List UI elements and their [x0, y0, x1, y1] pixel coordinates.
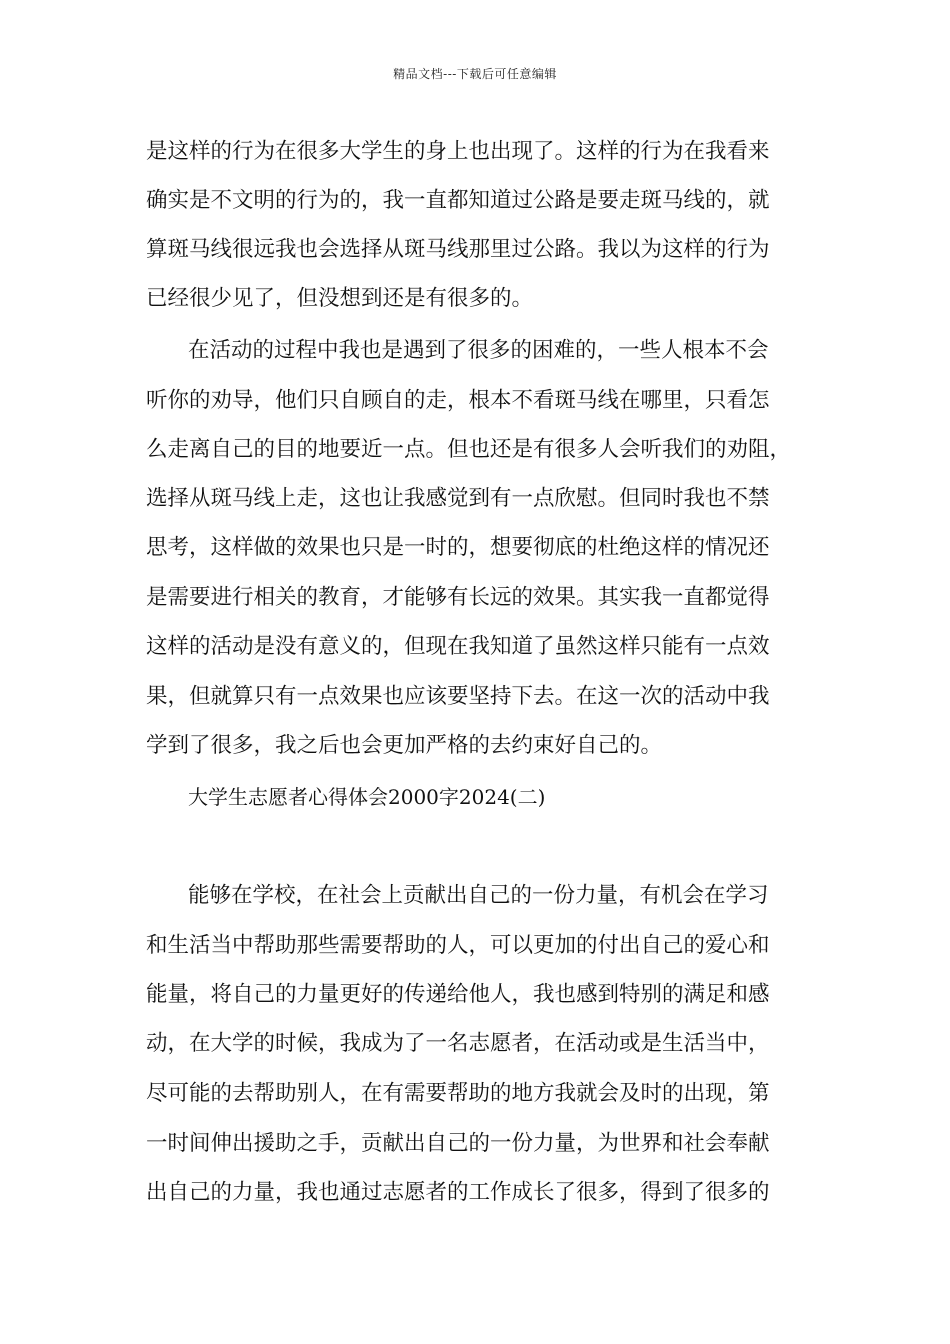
paragraph-1-line: 确实是不文明的行为的，我一直都知道过公路是要走斑马线的，就 [146, 188, 770, 213]
paragraph-2-line: 么走离自己的目的地要近一点。但也还是有很多人会听我们的劝阻， [146, 437, 792, 462]
paragraph-3-line: 出自己的力量，我也通过志愿者的工作成长了很多，得到了很多的 [146, 1180, 770, 1205]
paragraph-2-line: 果，但就算只有一点效果也应该要坚持下去。在这一次的活动中我 [146, 684, 770, 709]
paragraph-3-line: 一时间伸出援助之手，贡献出自己的一份力量，为世界和社会奉献 [146, 1131, 770, 1156]
paragraph-2-line: 思考，这样做的效果也只是一时的，想要彻底的杜绝这样的情况还 [146, 535, 770, 560]
paragraph-3-line: 能量，将自己的力量更好的传递给他人，我也感到特别的满足和感 [146, 982, 770, 1007]
paragraph-2-line: 学到了很多，我之后也会更加严格的去约束好自己的。 [146, 733, 663, 758]
paragraph-2-line: 选择从斑马线上走，这也让我感觉到有一点欣慰。但同时我也不禁 [146, 486, 770, 511]
paragraph-2-line: 是需要进行相关的教育，才能够有长远的效果。其实我一直都觉得 [146, 585, 770, 610]
section-title: 大学生志愿者心得体会2000字2024(二) [188, 785, 546, 809]
paragraph-3-line: 能够在学校，在社会上贡献出自己的一份力量，有机会在学习 [188, 883, 769, 908]
paragraph-3-line: 尽可能的去帮助别人，在有需要帮助的地方我就会及时的出现，第 [146, 1081, 770, 1106]
paragraph-2-line: 在活动的过程中我也是遇到了很多的困难的，一些人根本不会 [188, 338, 769, 363]
paragraph-2-line: 听你的劝导，他们只自顾自的走，根本不看斑马线在哪里，只看怎 [146, 388, 770, 413]
paragraph-3-line: 和生活当中帮助那些需要帮助的人，可以更加的付出自己的爱心和 [146, 933, 770, 958]
paragraph-2-line: 这样的活动是没有意义的，但现在我知道了虽然这样只能有一点效 [146, 634, 770, 659]
paragraph-1-line: 算斑马线很远我也会选择从斑马线那里过公路。我以为这样的行为 [146, 237, 770, 262]
paragraph-1-line: 已经很少见了，但没想到还是有很多的。 [146, 286, 534, 311]
paragraph-3-line: 动，在大学的时候，我成为了一名志愿者，在活动或是生活当中， [146, 1031, 770, 1056]
page-header: 精品文档---下载后可任意编辑 [393, 67, 557, 81]
paragraph-1-line: 是这样的行为在很多大学生的身上也出现了。这样的行为在我看来 [146, 139, 770, 164]
